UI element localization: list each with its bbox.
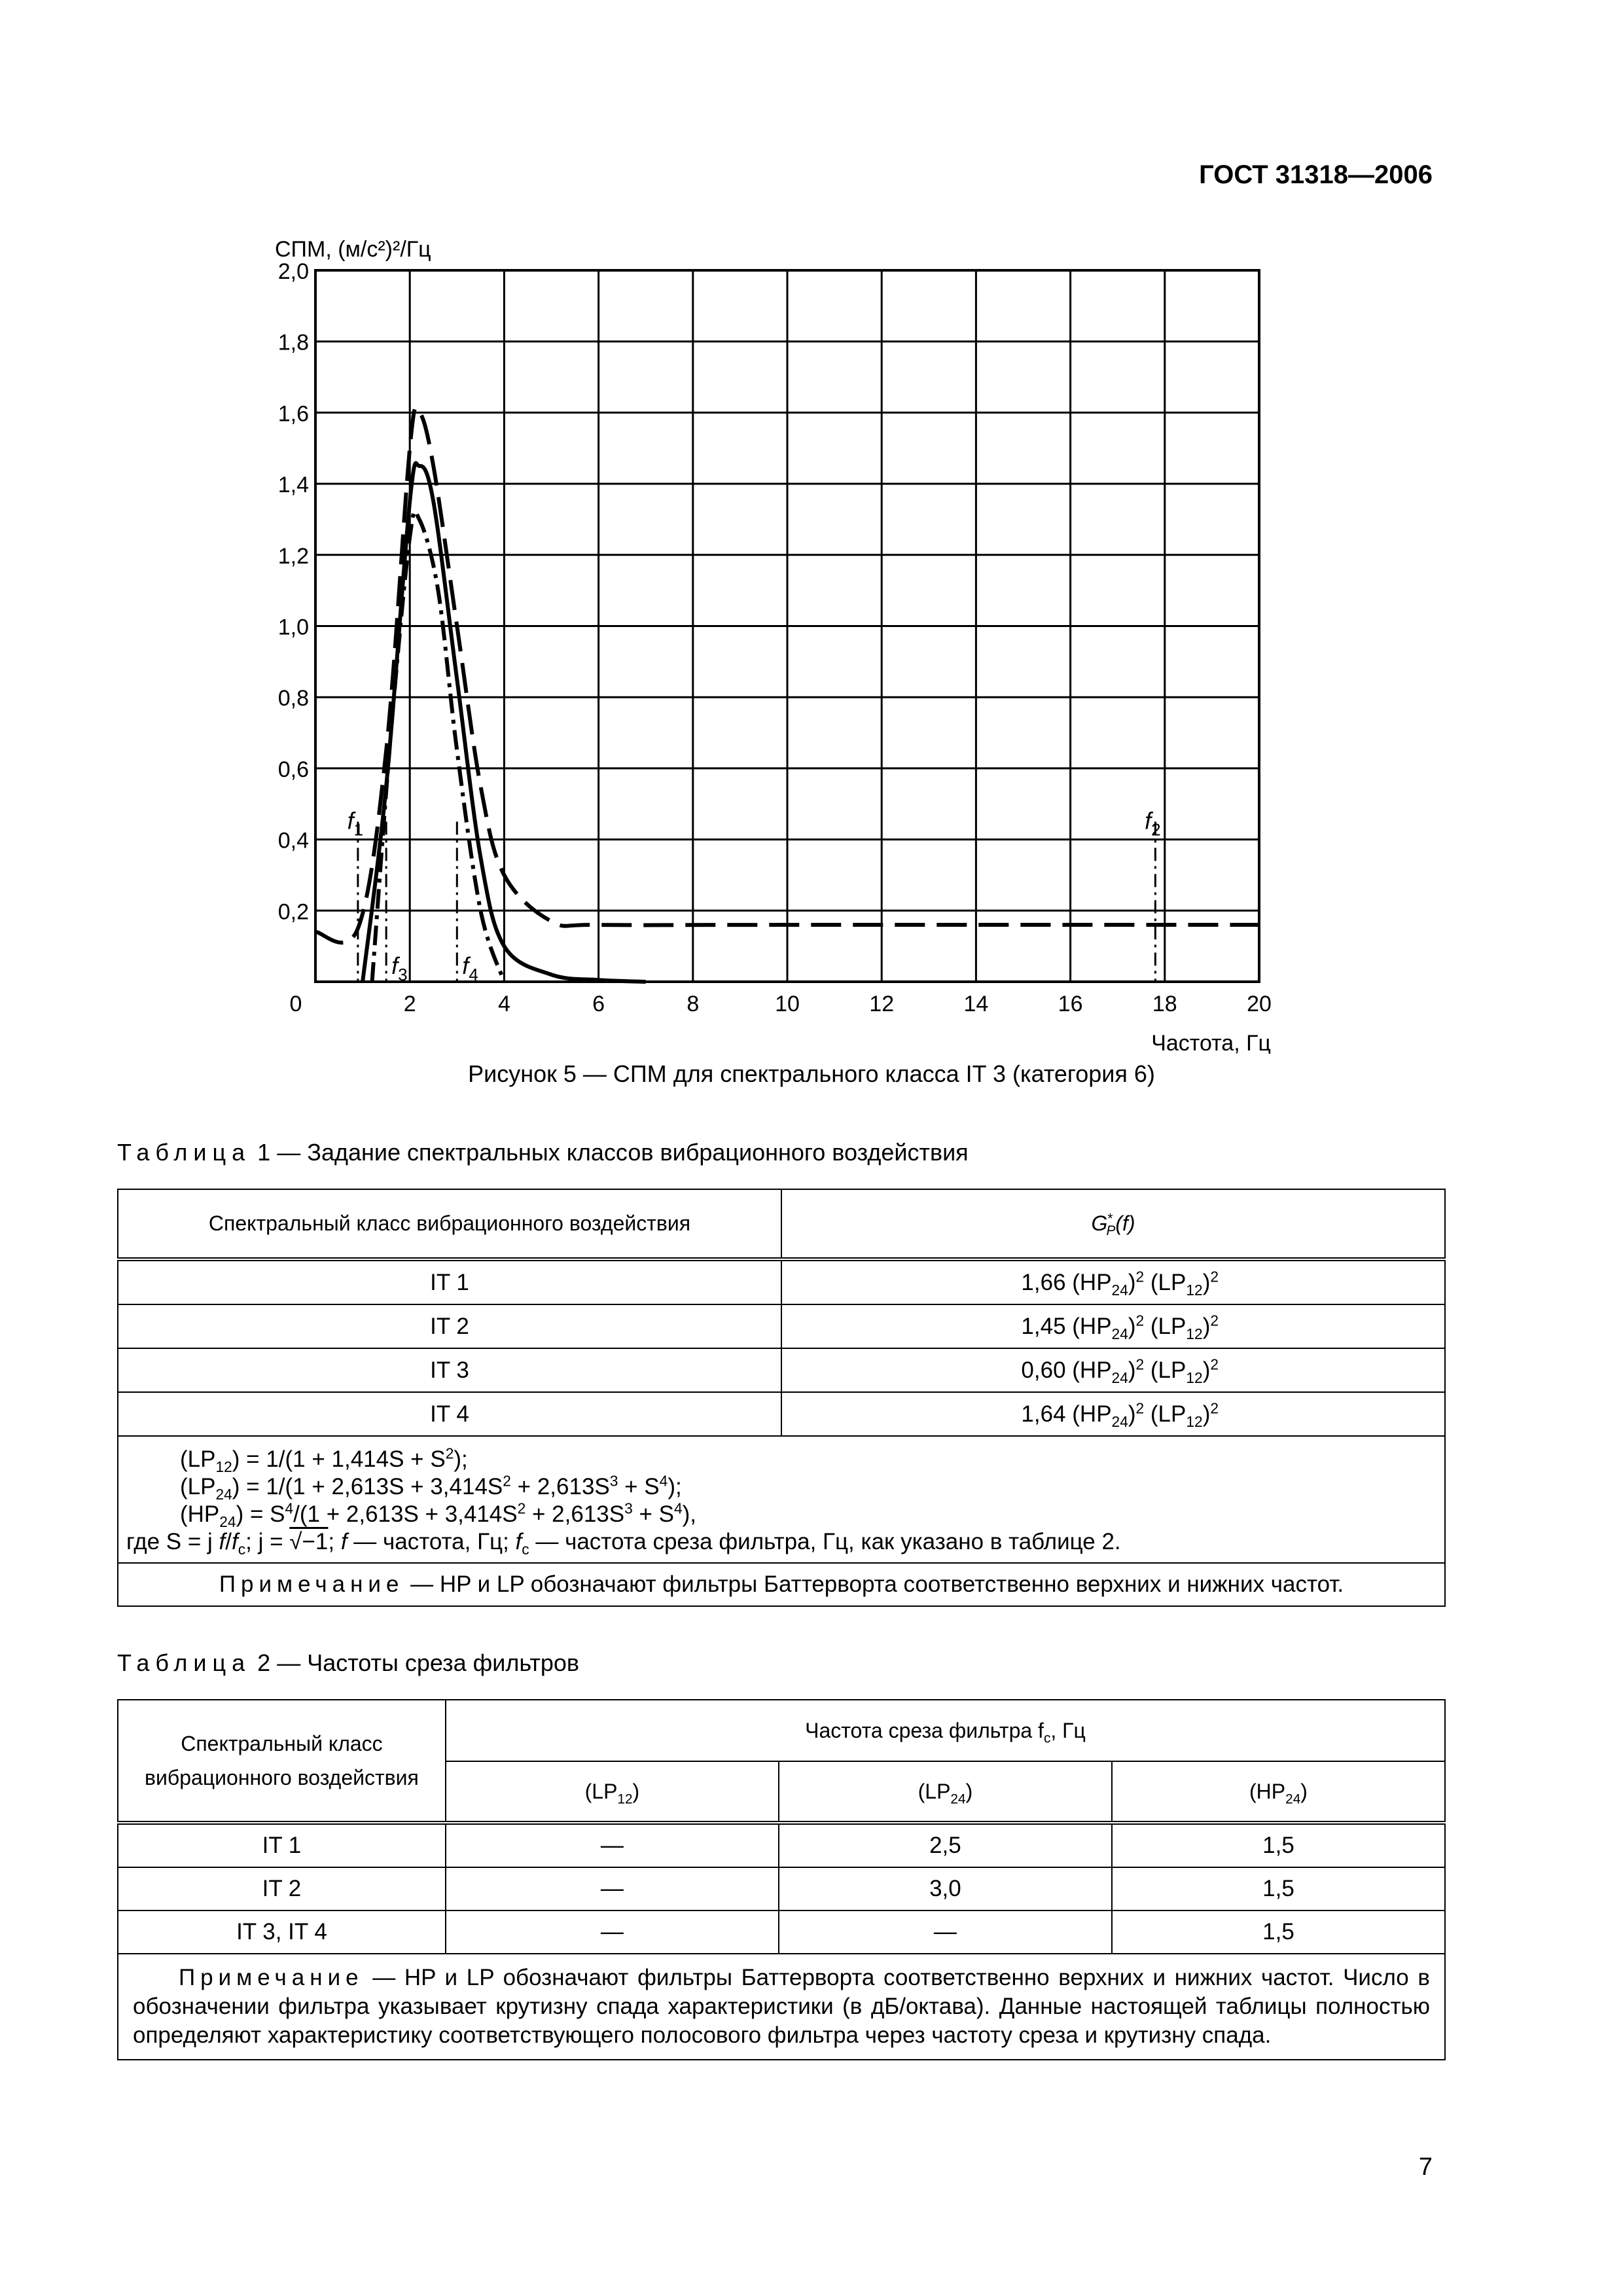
table1-title-prefix: Таблица — [117, 1139, 251, 1166]
table2-cell-hp24: 1,5 — [1112, 1867, 1445, 1910]
marker-label-f1: $f_1$ — [347, 807, 364, 840]
table2-title-num: 2 — [257, 1649, 271, 1676]
formula-lp24: $(LP_{24}) = 1/(1 + 2,613S + 3,414S^2 + 2,613S^3 + S^4)$; — [180, 1472, 682, 1503]
table1-title-num: 1 — [257, 1139, 271, 1166]
table1-row — [118, 1304, 1445, 1348]
table1-cell-class: IT 1 — [118, 1259, 781, 1304]
table1 — [117, 1189, 1446, 1607]
x-tick-label: 8 — [687, 992, 700, 1016]
table1-cell-psd: 0,60 $(HP_{24})^2$ $(LP_{12})^2$ — [781, 1348, 1445, 1392]
table1-title-text: — Задание спектральных классов вибрационного воздействия — [270, 1139, 969, 1166]
table2-header-hp24: $(HP_{24})$ — [1112, 1761, 1445, 1823]
table1-cell-class: IT 2 — [118, 1304, 781, 1348]
table2-cell-hp24: 1,5 — [1112, 1823, 1445, 1867]
table1-formulas — [118, 1436, 1445, 1563]
page-number: 7 — [1418, 2153, 1433, 2181]
formula-hp24: $(HP_{24}) = S^4/(1 + 2,613S + 3,414S^2 + 2,613S^3 + S^4)$, — [180, 1499, 697, 1530]
x-axis-label: Частота, Гц — [1151, 1031, 1271, 1054]
table2-row — [118, 1910, 1445, 1954]
table1-row — [118, 1259, 1445, 1304]
table2-header-row1 — [118, 1700, 1445, 1761]
table2-cell-lp24: — — [779, 1910, 1112, 1954]
table1-formula-row — [118, 1436, 1445, 1563]
y-tick-label: 0,4 — [277, 828, 309, 853]
table2-cell-class: IT 2 — [118, 1867, 446, 1910]
y-tick-label: 0,6 — [277, 757, 309, 782]
y-axis-label: СПМ, (м/с²)²/Гц — [275, 237, 431, 262]
x-tick-label: 20 — [1247, 992, 1272, 1016]
table2-cell-lp12: — — [446, 1910, 779, 1954]
marker-label-f3: $f_3$ — [391, 952, 408, 984]
y-tick-label: 0,2 — [277, 899, 309, 925]
table2-title-text: — Частоты среза фильтров — [270, 1649, 580, 1676]
table2-title — [117, 1649, 579, 1677]
table2-note: Примечание — HP и LP обозначают фильтры Баттерворта соответственно верхних и нижних частот. Число в обозначении фильтра указывает крутизну спада характеристики (в дБ/октава). Данные настоящей таблицы полностью определяют характеристику соответствующего полосового фильтра через частоту среза и крутизну спада. — [118, 1954, 1445, 2060]
table1-cell-class: IT 4 — [118, 1392, 781, 1436]
table1-title — [117, 1139, 969, 1166]
table2 — [117, 1699, 1446, 2060]
table2-title-prefix: Таблица — [117, 1649, 251, 1676]
table1-cell-class: IT 3 — [118, 1348, 781, 1392]
formula-lp12: $(LP_{12}) = 1/(1 + 1,414S + S^2)$; — [180, 1444, 468, 1475]
y-tick-label: 1,4 — [277, 473, 309, 498]
table1-note-row — [118, 1563, 1445, 1606]
figure-chart — [236, 236, 1296, 1054]
x-tick-label: 14 — [963, 992, 989, 1016]
figure-caption: Рисунок 5 — СПМ для спектрального класса IT 3 (категория 6) — [468, 1060, 1155, 1087]
table1-cell-psd: 1,45 $(HP_{24})^2$ $(LP_{12})^2$ — [781, 1304, 1445, 1348]
document-id: ГОСТ 31318—2006 — [1199, 160, 1433, 189]
table2-header-lp12: $(LP_{12})$ — [446, 1761, 779, 1823]
table1-header-row — [118, 1189, 1445, 1259]
formula-definitions: где S = j $f/f_c$; j = √−1; f — частота, Гц; $f_c$ — частота среза фильтра, Гц, как указано в таблице 2. — [126, 1529, 1121, 1558]
y-tick-label: 2,0 — [277, 259, 309, 284]
table2-group-header: Частота среза фильтра $f_c$, Гц — [446, 1700, 1445, 1761]
table1-cell-psd: 1,66 $(HP_{24})^2$ $(LP_{12})^2$ — [781, 1259, 1445, 1304]
x-tick-label: 2 — [403, 992, 416, 1016]
table2-cell-class: IT 3, IT 4 — [118, 1910, 446, 1954]
table2-col1-header: Спектральный класс вибрационного воздействия — [118, 1700, 446, 1823]
table1-note: Примечание — HP и LP обозначают фильтры Баттерворта соответственно верхних и нижних частот. — [118, 1563, 1445, 1606]
x-tick-label: 16 — [1058, 992, 1083, 1016]
y-tick-label: 1,0 — [277, 615, 309, 640]
x-tick-label: 4 — [497, 992, 510, 1016]
marker-label-f4: $f_4$ — [462, 952, 478, 984]
table1-row — [118, 1348, 1445, 1392]
x-tick-label: 12 — [869, 992, 895, 1016]
x-tick-label: 10 — [775, 992, 800, 1016]
table2-note-row — [118, 1954, 1445, 2060]
table2-cell-hp24: 1,5 — [1112, 1910, 1445, 1954]
table2-cell-lp24: 2,5 — [779, 1823, 1112, 1867]
table2-cell-lp12: — — [446, 1867, 779, 1910]
table1-col2-header: $G^*_P(f)$ — [781, 1189, 1445, 1259]
table1-cell-psd: 1,64 $(HP_{24})^2$ $(LP_{12})^2$ — [781, 1392, 1445, 1436]
spm-chart-svg — [236, 236, 1296, 1054]
table1-col1-header: Спектральный класс вибрационного воздействия — [118, 1189, 781, 1259]
table2-cell-lp24: 3,0 — [779, 1867, 1112, 1910]
y-tick-label: 1,6 — [277, 401, 309, 427]
y-tick-label: 1,2 — [277, 543, 309, 569]
table2-cell-class: IT 1 — [118, 1823, 446, 1867]
y-tick-label: 0,8 — [277, 686, 309, 711]
table1-row — [118, 1392, 1445, 1436]
table2-row — [118, 1823, 1445, 1867]
x-tick-label: 18 — [1152, 992, 1177, 1016]
table2-header-lp24: $(LP_{24})$ — [779, 1761, 1112, 1823]
table2-row — [118, 1867, 1445, 1910]
x-tick-label: 0 — [289, 992, 302, 1016]
y-tick-label: 1,8 — [277, 330, 309, 355]
marker-label-f2: $f_2$ — [1145, 807, 1161, 840]
x-tick-label: 6 — [592, 992, 605, 1016]
table2-cell-lp12: — — [446, 1823, 779, 1867]
